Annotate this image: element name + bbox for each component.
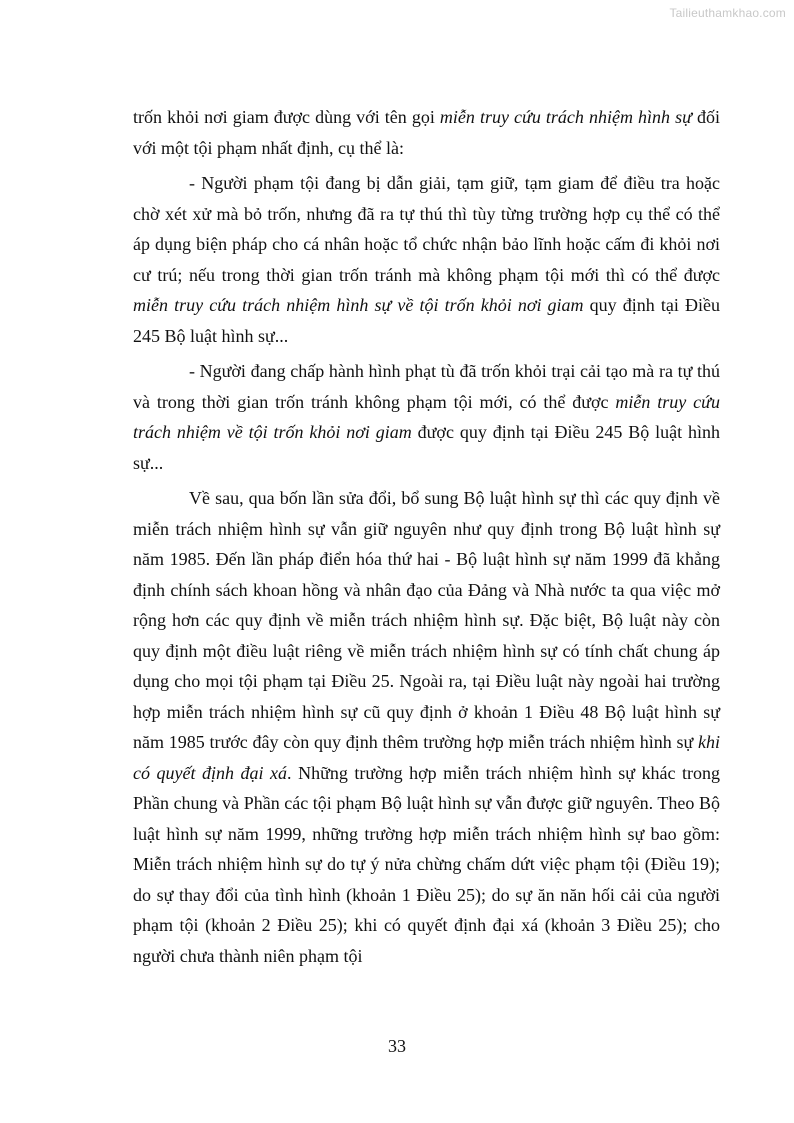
italic-text-run: miễn truy cứu trách nhiệm hình sự về tội trốn khỏi nơi giam [133, 295, 584, 315]
text-run: được quy định tại Điều 245 Bộ luật hình sự... [133, 422, 720, 473]
text-run: trốn khỏi nơi giam được dùng với tên gọi [133, 107, 440, 127]
text-run: quy định tại Điều 245 Bộ luật hình sự... [133, 295, 721, 346]
paragraph [133, 356, 720, 478]
italic-text-run: khi có quyết định đại xá [133, 732, 720, 783]
text-run: - Người phạm tội đang bị dẫn giải, tạm giữ, tạm giam để điều tra hoặc chờ xét xử mà bỏ trốn, nhưng đã ra tự thú thì tùy từng trường hợp cụ thể có thể áp dụng biện pháp cho cá nhân hoặc tổ chức nhận bảo lĩnh hoặc cấm đi khỏi nơi cư trú; nếu trong thời gian trốn tránh mà không phạm tội mới thì có thể được [133, 173, 720, 285]
watermark: Tailieuthamkhao.com [669, 6, 786, 20]
paragraph [133, 102, 720, 163]
text-run: Về sau, qua bốn lần sửa đổi, bổ sung Bộ luật hình sự thì các quy định về miễn trách nhiệm hình sự vẫn giữ nguyên như quy định trong Bộ luật hình sự năm 1985. Đến lần pháp điển hóa thứ hai - Bộ luật hình sự năm 1999 đã khẳng định chính sách khoan hồng và nhân đạo của Đảng và Nhà nước ta qua việc mở rộng hơn các quy định về miễn trách nhiệm hình sự. Đặc biệt, Bộ luật này còn quy định một điều luật riêng về miễn trách nhiệm hình sự có tính chất chung áp dụng cho mọi tội phạm tại Điều 25. Ngoài ra, tại Điều luật này ngoài hai trường hợp miễn trách nhiệm hình sự cũ quy định ở khoản 1 Điều 48 Bộ luật hình sự năm 1985 trước đây còn quy định thêm trường hợp miễn trách nhiệm hình sự [133, 488, 720, 752]
page-number: 33 [388, 1036, 406, 1056]
document-body [133, 102, 720, 976]
text-run: - Người đang chấp hành hình phạt tù đã trốn khỏi trại cải tạo mà ra tự thú và trong thời gian trốn tránh không phạm tội mới, có thể được [133, 361, 720, 412]
text-run: đối với một tội phạm nhất định, cụ thể là: [133, 107, 720, 158]
italic-text-run: miễn truy cứu trách nhiệm hình sự [439, 107, 692, 127]
paragraph [133, 483, 720, 971]
paragraph [133, 168, 720, 351]
italic-text-run: miễn truy cứu trách nhiệm về tội trốn khỏi nơi giam [133, 391, 720, 442]
text-run: . Những trường hợp miễn trách nhiệm hình sự khác trong Phần chung và Phần các tội phạm Bộ luật hình sự vẫn được giữ nguyên. Theo Bộ luật hình sự năm 1999, những trường hợp miễn trách nhiệm hình sự bao gồm: Miễn trách nhiệm hình sự do tự ý nửa chừng chấm dứt việc phạm tội (Điều 19); do sự thay đổi của tình hình (khoản 1 Điều 25); do sự ăn năn hối cải của người phạm tội (khoản 2 Điều 25); khi có quyết định đại xá (khoản 3 Điều 25); cho người chưa thành niên phạm tội [133, 762, 720, 966]
